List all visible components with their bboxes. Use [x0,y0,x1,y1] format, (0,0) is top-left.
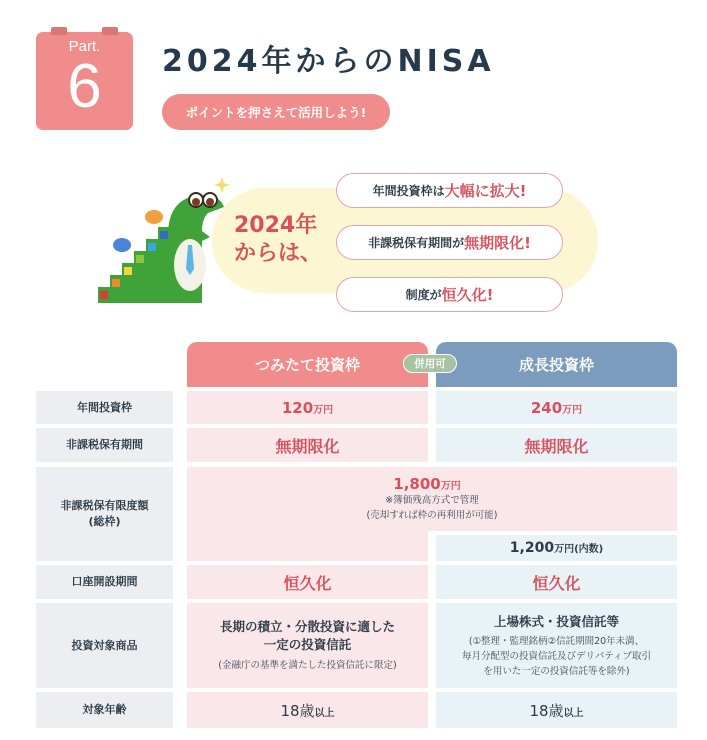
product-note: 毎月分配型の投資信託及びデリバティブ取引 [462,650,651,662]
callout-year-line2: からは、 [234,241,323,266]
age-value: 18歳以上 [280,701,335,720]
cell-seicho-account [436,565,677,599]
row-label-products: 投資対象商品 [36,603,173,688]
point-text: 制度が [405,288,442,302]
point-highlight: 恒久化! [441,286,494,304]
part-label: Part. [68,38,101,55]
period-value: 無期限化 [524,436,589,456]
cell-seicho-period [436,428,677,462]
row-label-limit [36,467,173,561]
combine-badge: 併用可 [403,354,457,373]
label-line: 非課税保有限度額 [60,499,149,512]
age-value: 18歳以上 [529,701,584,720]
account-value: 恒久化 [283,573,332,593]
point-pill-permanent [336,277,563,312]
cell-tsumitate-products [187,603,428,688]
total-limit-value: 1,800万円 [393,475,461,493]
product-note: (金融庁の基準を満たした投資信託に限定) [218,660,397,671]
point-highlight: 大幅に拡大! [444,182,527,200]
product-note: (①整理・監理銘柄②信託期間20年未満、 [468,635,645,647]
crocodile-mascot-icon [90,175,230,315]
calendar-ring-right [102,27,118,35]
cell-tsumitate-period [187,428,428,462]
row-label-period: 非課税保有期間 [36,428,173,462]
seicho-limit-value: 1,200万円(内数) [509,540,604,556]
calendar-ring-left [51,27,67,35]
part-number: 6 [67,52,102,121]
product-main: 長期の積立・分散投資に適した [219,619,395,634]
limit-note: (売却すれば枠の再利用が可能) [366,510,498,521]
callout-year-line1: 2024年 [234,213,318,238]
product-main: 上場株式・投資信託等 [493,613,619,629]
cell-total-limit [187,467,677,531]
cell-tsumitate-account [187,565,428,599]
column-header-seicho: 成長投資枠 [436,342,677,387]
point-pill-holding-period [336,225,563,260]
column-header-tsumitate: つみたて投資枠 [187,342,428,387]
label-line: (総枠) [88,515,121,528]
account-value: 恒久化 [532,573,581,593]
point-text: 非課税保有期間が [368,236,465,250]
subtitle-pill: ポイントを押さえて活用しよう! [162,94,390,130]
cell-seicho-annual [436,391,677,424]
limit-note: ※簿価残高方式で管理 [385,495,479,506]
cell-tsumitate-limit-filler [187,531,428,561]
product-note: を用いた一定の投資信託等を除外) [483,665,630,677]
part-badge [36,32,133,130]
row-label-annual: 年間投資枠 [36,391,173,424]
cell-tsumitate-age [187,692,428,728]
product-main: 一定の投資信託 [263,637,352,652]
cell-tsumitate-annual [187,391,428,424]
cell-seicho-products [436,603,677,688]
period-value: 無期限化 [275,436,340,456]
page-title: 2024年からのNISA [162,44,495,79]
point-pill-annual-limit [336,173,563,208]
annual-value: 120万円 [281,398,334,417]
annual-value: 240万円 [530,398,583,417]
row-label-account: 口座開設期間 [36,565,173,599]
row-label-age: 対象年齢 [36,692,173,728]
cell-seicho-age [436,692,677,728]
point-text: 年間投資枠は [372,184,445,198]
cell-seicho-limit [436,535,677,561]
point-highlight: 無期限化! [464,234,531,252]
callout-year [234,212,322,268]
